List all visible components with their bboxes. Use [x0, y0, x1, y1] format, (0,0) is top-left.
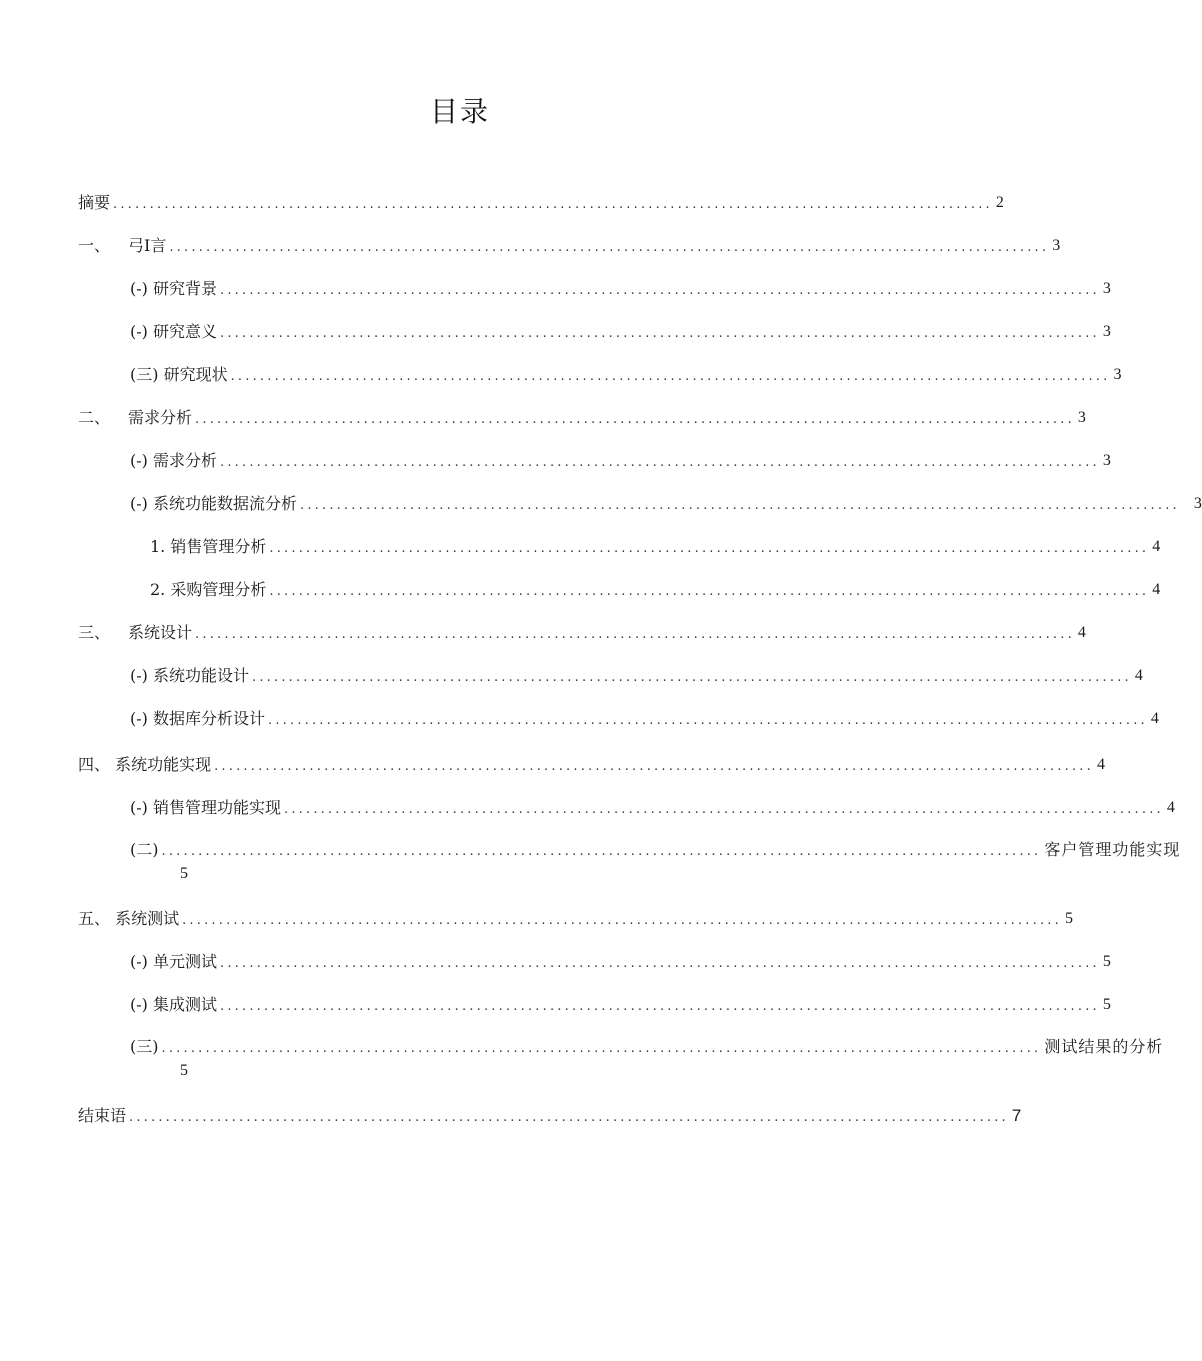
dot-leader: ........................................................................................................................ — [219, 956, 1100, 971]
dot-leader: ........................................................................................................................ — [129, 1110, 1009, 1125]
toc-entry-page: 3 — [1102, 323, 1111, 340]
dot-leader: ........................................................................................................................ — [161, 1041, 1042, 1056]
toc-entry-page: 3 — [1113, 366, 1122, 383]
toc-entry-page: 3 — [1193, 495, 1202, 512]
dot-leader: ........................................................................................................................ — [113, 197, 993, 212]
toc-entry-label: 摘要 — [78, 193, 111, 212]
toc-entry[interactable] — [130, 949, 1111, 973]
toc-entry-page: 4 — [1150, 710, 1159, 727]
dot-leader: ........................................................................................................................ — [230, 369, 1111, 384]
toc-entry[interactable] — [130, 706, 1159, 730]
toc-entry-number: 一、 — [78, 236, 111, 255]
toc-entry[interactable] — [130, 276, 1111, 300]
toc-entry[interactable] — [130, 319, 1111, 343]
toc-entry-page: 4 — [1096, 756, 1105, 773]
toc-entry-label: 需求分析 — [128, 408, 193, 427]
toc-entry-label: 四、 系统功能实现 — [78, 755, 212, 774]
dot-leader: ........................................................................................................................ — [195, 627, 1075, 642]
toc-entry-number: 二、 — [78, 408, 111, 427]
toc-entry-page: 5 — [1102, 996, 1111, 1013]
toc-entry-page: 4 — [1134, 667, 1143, 684]
toc-entry-label: 弓I言 — [128, 236, 167, 255]
toc-entry[interactable] — [130, 362, 1122, 386]
toc-entry-label: 系统设计 — [128, 623, 193, 642]
toc-entry-label: (三) — [130, 1037, 159, 1056]
dot-leader: ........................................................................................................................ — [219, 999, 1100, 1014]
toc-entry-page: 3 — [1102, 280, 1111, 297]
toc-entry-page: 5 — [180, 865, 188, 882]
toc-entry-page: 4 — [1077, 624, 1086, 641]
toc-entry-label: (-) 研究背景 — [130, 279, 217, 298]
toc-entry[interactable] — [78, 190, 1004, 214]
dot-leader: ........................................................................................................................ — [214, 759, 1094, 774]
toc-entry[interactable] — [78, 405, 1086, 429]
dot-leader: ........................................................................................................................ — [299, 498, 1180, 513]
toc-entry-label: (-) 集成测试 — [130, 995, 217, 1014]
toc-title: 目录 — [429, 95, 490, 128]
toc-entry-label: (-) 需求分析 — [130, 451, 217, 470]
toc-entry-page: 7 — [1011, 1106, 1022, 1125]
toc-entry[interactable] — [78, 620, 1086, 644]
dot-leader: ........................................................................................................................ — [219, 455, 1100, 470]
toc-entry[interactable] — [78, 1103, 1022, 1127]
toc-entry[interactable] — [130, 448, 1111, 472]
toc-entry-label: 1. 销售管理分析 — [150, 537, 267, 556]
toc-entry-label: (-) 销售管理功能实现 — [130, 798, 281, 817]
dot-leader: ........................................................................................................................ — [169, 240, 1050, 255]
toc-entry-page: 4 — [1152, 581, 1161, 598]
toc-entry-label: 2. 采购管理分析 — [150, 580, 267, 599]
toc-entry-title: 客户管理功能实现 — [1044, 840, 1181, 859]
toc-entry[interactable] — [130, 795, 1175, 819]
toc-entry-title: 测试结果的分析 — [1044, 1037, 1164, 1056]
toc-entry-page: 2 — [995, 194, 1004, 211]
dot-leader: ........................................................................................................................ — [182, 913, 1062, 928]
toc-entry[interactable] — [78, 752, 1105, 776]
toc-entry[interactable] — [78, 233, 1061, 257]
dot-leader: ........................................................................................................................ — [251, 670, 1132, 685]
toc-entry[interactable] — [130, 663, 1143, 687]
toc-entry[interactable] — [130, 837, 1181, 861]
toc-entry[interactable] — [150, 577, 1161, 601]
toc-entry[interactable] — [130, 491, 1202, 515]
dot-leader: ........................................................................................................................ — [219, 283, 1100, 298]
toc-entry[interactable] — [130, 1034, 1164, 1058]
dot-leader: ........................................................................................................................ — [219, 326, 1100, 341]
toc-entry-label: (-) 系统功能数据流分析 — [130, 494, 297, 513]
toc-entry-label: (二) — [130, 840, 159, 859]
toc-entry-page: 4 — [1166, 799, 1175, 816]
toc-entry-label: (-) 系统功能设计 — [130, 666, 249, 685]
toc-entry[interactable] — [78, 906, 1073, 930]
dot-leader: ........................................................................................................................ — [195, 412, 1075, 427]
toc-entry[interactable] — [150, 534, 1161, 558]
toc-entry-page: 4 — [1152, 538, 1161, 555]
toc-entry-page: 3 — [1052, 237, 1061, 254]
toc-entry-page: 5 — [180, 1062, 188, 1079]
toc-entry-page: 5 — [1064, 910, 1073, 927]
toc-entry-label: (三) 研究现状 — [130, 365, 228, 384]
dot-leader: ........................................................................................................................ — [267, 713, 1148, 728]
dot-leader: ........................................................................................................................ — [269, 541, 1150, 556]
dot-leader: ........................................................................................................................ — [283, 802, 1164, 817]
toc-entry-number: 三、 — [78, 623, 111, 642]
toc-entry-label: 结束语 — [78, 1106, 127, 1125]
toc-entry-label: (-) 研究意义 — [130, 322, 217, 341]
toc-entry-page: 5 — [1102, 953, 1111, 970]
toc-entry-label: (-) 数据库分析设计 — [130, 709, 265, 728]
toc-entry-label: (-) 单元测试 — [130, 952, 217, 971]
toc-entry[interactable] — [130, 992, 1111, 1016]
toc-entry-page: 3 — [1077, 409, 1086, 426]
toc-entry-page: 3 — [1102, 452, 1111, 469]
toc-entry-label: 五、 系统测试 — [78, 909, 180, 928]
dot-leader: ........................................................................................................................ — [269, 584, 1150, 599]
dot-leader: ........................................................................................................................ — [161, 844, 1042, 859]
